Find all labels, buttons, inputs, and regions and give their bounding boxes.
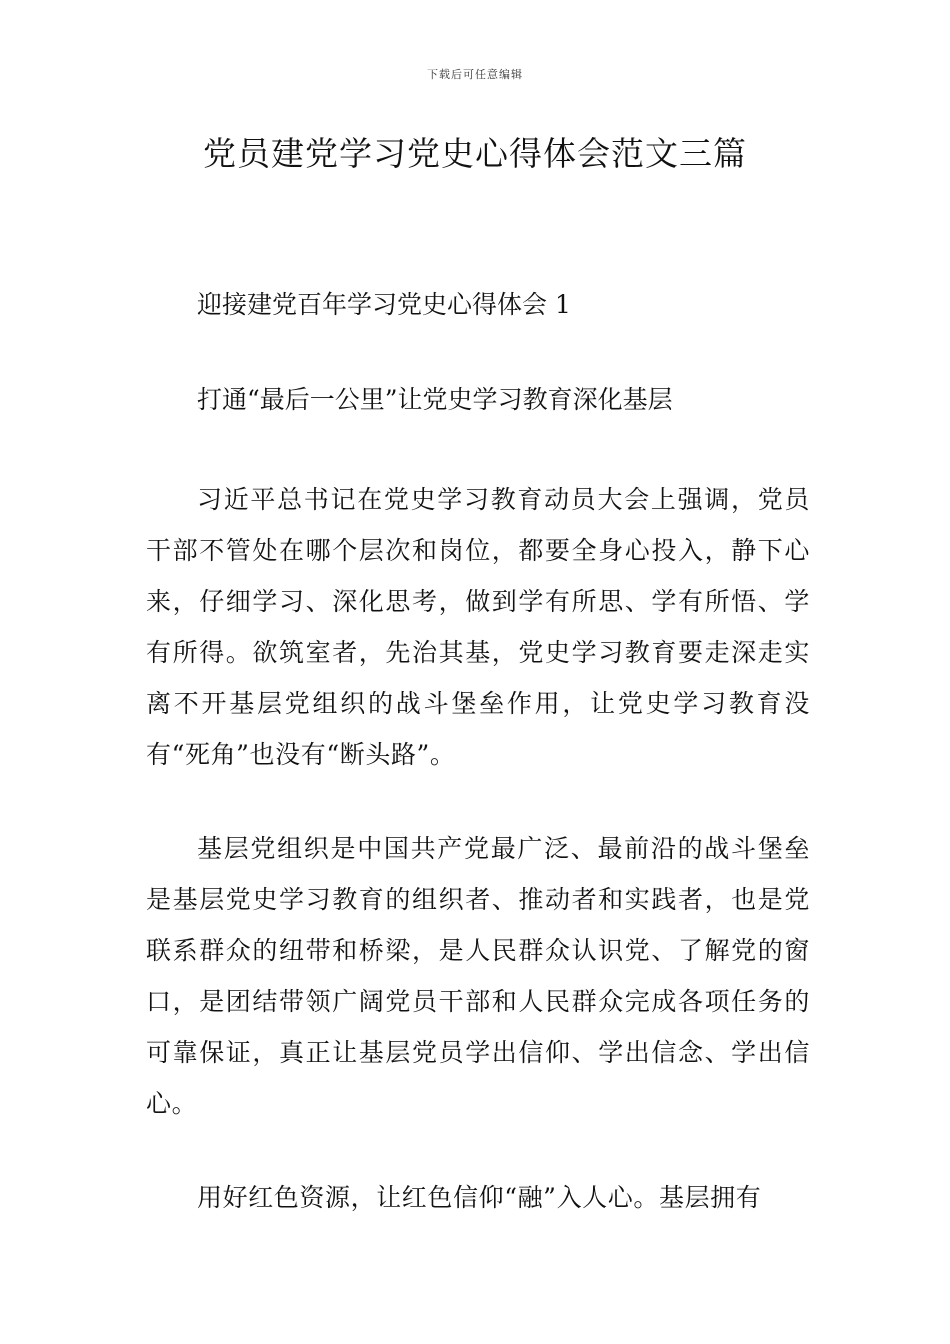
body-paragraph: 用好红色资源，让红色信仰“融”入人心。基层拥有 <box>197 1183 762 1212</box>
body-paragraph: 基层党组织是中国共产党最广泛、最前沿的战斗堡垒是基层党史学习教育的组织者、推动者和实践者，也是党联系群众的纽带和桥梁，是人民群众认识党、了解党的窗口，是团结带领广阔党员干部和人民群众完成各项任务的可靠保证，真正让基层党员学出信仰、学出信念、学出信心。 <box>146 834 810 1118</box>
section-subtitle: 迎接建党百年学习党史心得体会 1 <box>197 290 571 319</box>
section-heading: 打通“最后一公里”让党史学习教育深化基层 <box>197 385 673 414</box>
document-title: 党员建党学习党史心得体会范文三篇 <box>203 134 747 173</box>
header-note: 下载后可任意编辑 <box>427 68 523 81</box>
body-paragraph: 习近平总书记在党史学习教育动员大会上强调，党员干部不管处在哪个层次和岗位，都要全身心投入，静下心来，仔细学习、深化思考，做到学有所思、学有所悟、学有所得。欲筑室者，先治其基，党史学习教育要走深走实离不开基层党组织的战斗堡垒作用，让党史学习教育没有“死角”也没有“断头路”。 <box>146 485 810 769</box>
